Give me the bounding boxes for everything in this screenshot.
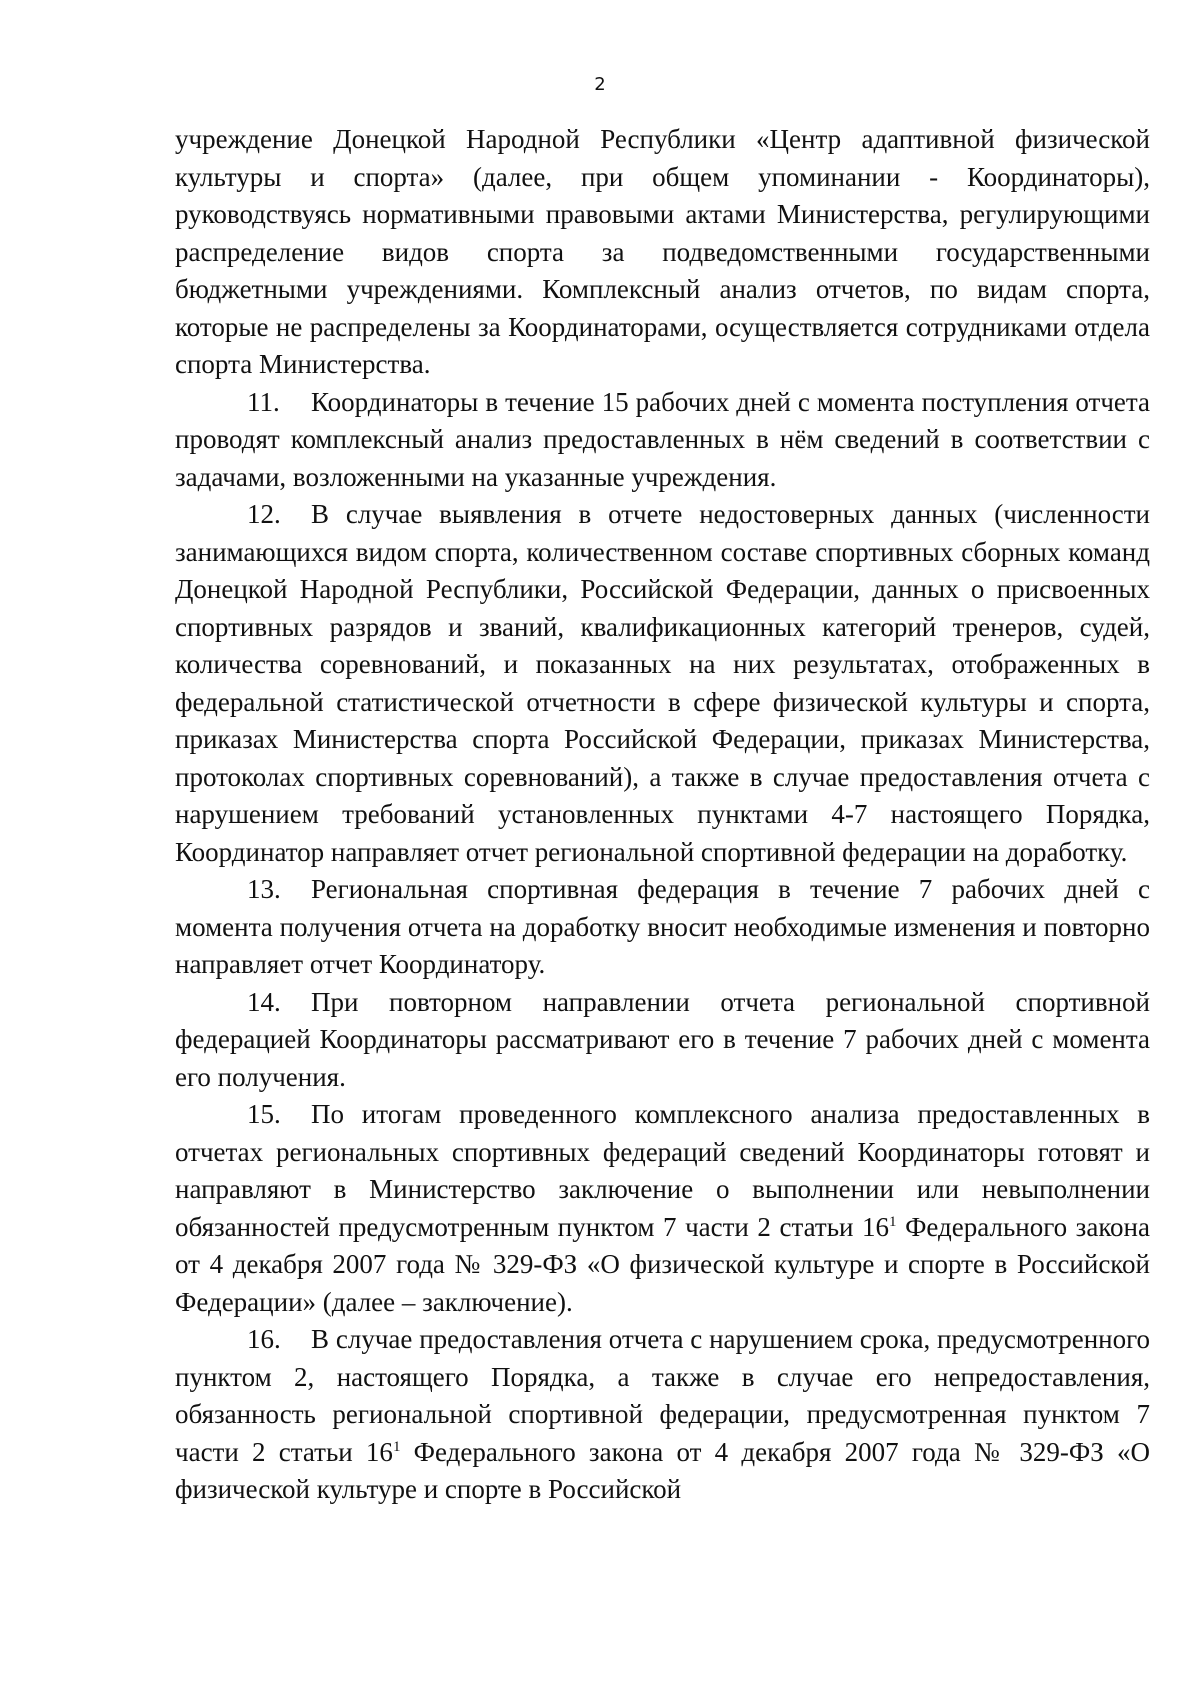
paragraph-continuation: учреждение Донецкой Народной Республики «Центр адаптивной физической культуры и спорта» (далее, при общем упоминании - Координаторы), руководствуясь нормативными правовыми актами Министерства, регулирующими распределение видов спорта за подведомственными государственными бюджетными учреждениями. Комплексный анализ отчетов, по видам спорта, которые не распределены за Координаторами, осуществляется сотрудниками отдела спорта Министерства.: [175, 124, 1150, 379]
paragraph-number: 13.: [247, 874, 281, 904]
paragraph-text: Региональная спортивная федерация в течение 7 рабочих дней с момента получения отчета на доработку вносит необходимые изменения и повторно направляет отчет Координатору.: [175, 874, 1150, 979]
superscript: 1: [392, 1438, 401, 1455]
paragraph-text: В случае выявления в отчете недостоверных данных (численности занимающихся видом спорта, количественном составе спортивных сборных команд Донецкой Народной Республики, Российской Федерации, данных о присвоенных спортивных разрядов и званий, квалификационных категорий тренеров, судей, количества соревнований, и показанных на них результатах, отображенных в федеральной статистической отчетности в сфере физической культуры и спорта, приказах Министерства спорта Российской Федерации, приказах Министерства, протоколах спортивных соревнований), а также в случае предоставления отчета с нарушением требований установленных пунктами 4-7 настоящего Порядка, Координатор направляет отчет региональной спортивной федерации на доработку.: [175, 499, 1150, 867]
paragraph-text: По итогам проведенного комплексного анализа предоставленных в отчетах региональных спортивных федераций сведений Координаторы готовят и направляют в Министерство заключение о выполнении или невыполнении обязанностей предусмотренным пунктом 7 части 2 статьи 16: [175, 1099, 1150, 1242]
paragraph-11: [175, 384, 1150, 497]
paragraph-number: 16.: [247, 1324, 281, 1354]
paragraph-12: [175, 496, 1150, 871]
paragraph-14: [175, 984, 1150, 1097]
page-number: 2: [594, 74, 606, 95]
paragraph-text: При повторном направлении отчета региональной спортивной федерацией Координаторы рассматривают его в течение 7 рабочих дней с момента его получения.: [175, 986, 1150, 1092]
paragraph-text-cont: Федерального закона от 4 декабря 2007 года № 329-ФЗ «О физической культуре и спорте в Российской Федерации» (далее – заключение).: [175, 1211, 1150, 1317]
paragraph-text: В случае предоставления отчета с нарушением срока, предусмотренного пунктом 2, настоящего Порядка, а также в случае его непредоставления, обязанность региональной спортивной федерации, предусмотренная пунктом 7 части 2 статьи 16: [175, 1324, 1150, 1467]
superscript: 1: [889, 1213, 897, 1230]
document-body: [175, 121, 1150, 1509]
paragraph-text-cont: Федерального закона от 4 декабря 2007 года № 329-ФЗ «О физической культуре и спорте в Российской: [175, 1436, 1150, 1504]
paragraph-text: Координаторы в течение 15 рабочих дней с момента поступления отчета проводят комплексный анализ предоставленных в нём сведений в соответствии с задачами, возложенными на указанные учреждения.: [175, 386, 1150, 492]
paragraph-13: [175, 871, 1150, 984]
paragraph-15: [175, 1096, 1150, 1321]
paragraph-16: [175, 1321, 1150, 1509]
paragraph-number: 12.: [247, 499, 281, 529]
paragraph-number: 14.: [247, 986, 281, 1017]
paragraph-number: 15.: [247, 1099, 281, 1129]
paragraph-number: 11.: [247, 386, 280, 417]
